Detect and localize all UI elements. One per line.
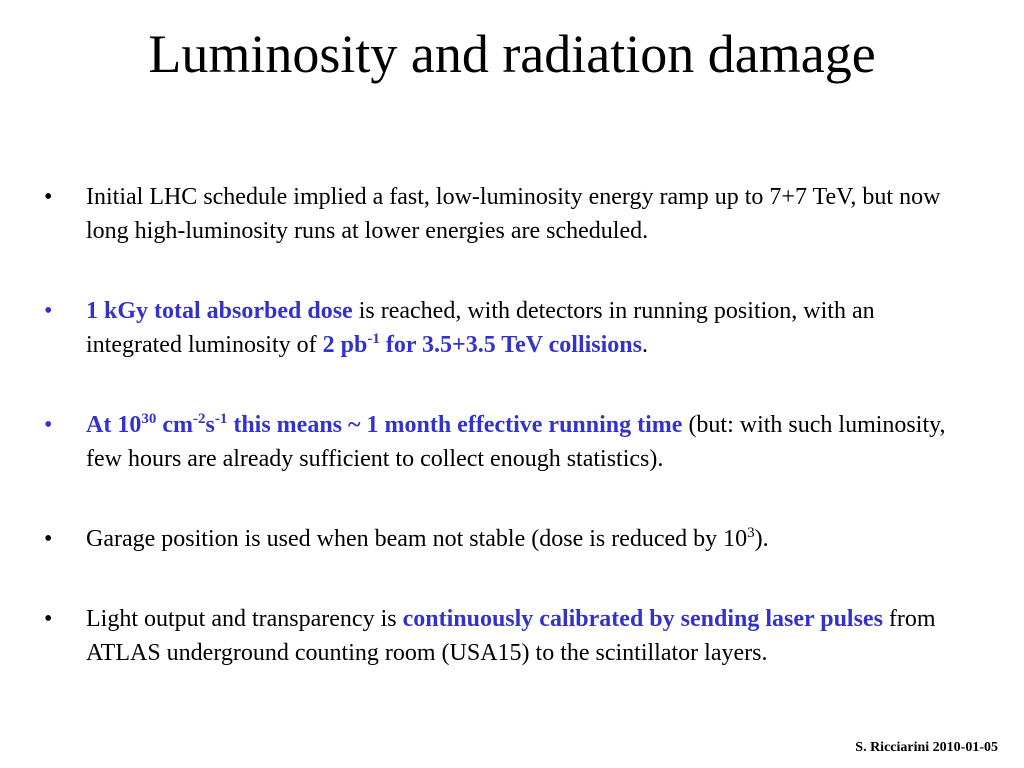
bullet-list — [44, 180, 964, 716]
superscript: -1 — [214, 411, 228, 427]
highlight-text: cm — [156, 412, 193, 438]
highlight-text: At 10 — [86, 412, 142, 438]
superscript: 30 — [141, 411, 157, 427]
superscript: -1 — [367, 331, 380, 347]
bullet-item-absorbed-dose — [44, 294, 964, 362]
superscript: 3 — [747, 525, 755, 541]
bullet-item-calibration — [44, 602, 964, 670]
bullet-item-running-time — [44, 408, 964, 476]
bullet-text: Garage position is used when beam not stable (dose is reduced by 10 — [86, 526, 748, 552]
bullet-text: Light output and transparency is — [86, 606, 403, 632]
slide-title: Luminosity and radiation damage — [148, 24, 876, 84]
bullet-dot-icon: • — [44, 526, 53, 552]
highlight-text: s — [205, 412, 215, 438]
highlight-integrated-luminosity — [323, 332, 642, 358]
highlight-text: 2 pb — [322, 332, 368, 358]
bullet-text: . — [642, 332, 648, 358]
bullet-text: is reached, with detectors in running position, with an integrated luminosity of — [86, 298, 875, 358]
highlight-text: for 3.5+3.5 TeV collisions — [379, 332, 642, 358]
highlight-text: this means ~ 1 month effective running time — [227, 412, 683, 438]
bullet-dot-icon: • — [44, 184, 53, 210]
footer-author-date: S. Ricciarini 2010-01-05 — [855, 740, 998, 755]
bullet-item-lhc-schedule — [44, 180, 964, 248]
bullet-dot-icon: • — [44, 298, 53, 324]
bullet-dot-icon: • — [44, 606, 53, 632]
highlight-absorbed-dose: 1 kGy total absorbed dose — [86, 298, 353, 324]
highlight-running-time — [86, 412, 682, 438]
bullet-item-garage-position — [44, 522, 964, 556]
highlight-calibration: continuously calibrated by sending laser pulses — [402, 606, 883, 632]
bullet-dot-icon: • — [44, 412, 53, 438]
bullet-text: ). — [754, 526, 769, 552]
bullet-text: Initial LHC schedule implied a fast, low-luminosity energy ramp up to 7+7 TeV, but now long high-luminosity runs at lower energies are scheduled. — [86, 184, 941, 244]
bullet-text: from ATLAS underground counting room (USA15) to the scintillator layers. — [86, 606, 936, 666]
superscript: -2 — [192, 411, 206, 427]
bullet-text: (but: with such luminosity, few hours are already sufficient to collect enough statistics). — [86, 412, 946, 472]
